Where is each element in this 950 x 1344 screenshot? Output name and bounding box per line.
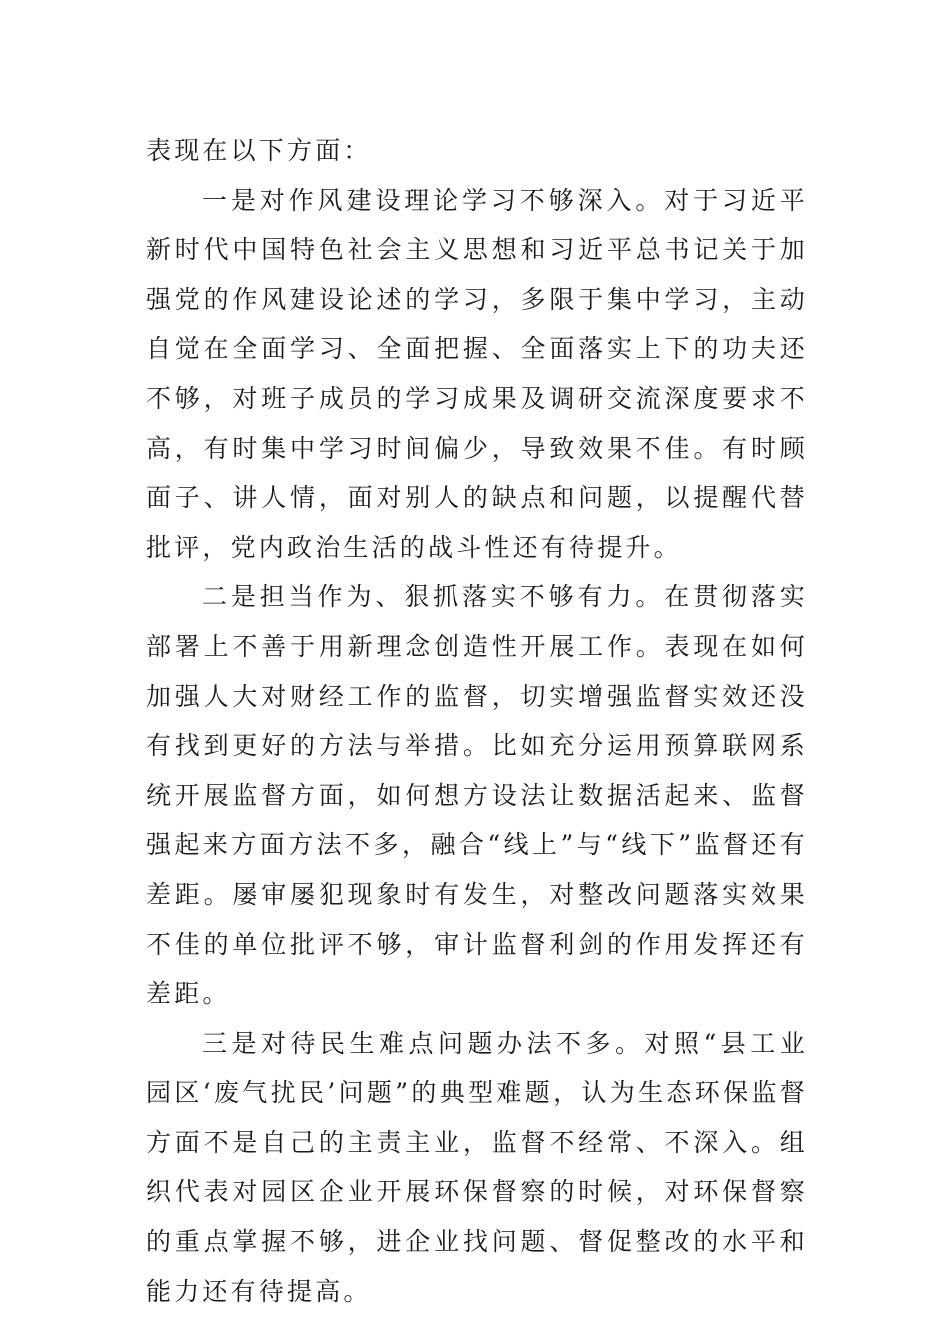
paragraph-point-two: 二是担当作为、狠抓落实不够有力。在贯彻落实部署上不善于用新理念创造性开展工作。表现在如何加强人大对财经工作的监督，切实增强监督实效还没有找到更好的方法与举措。比如充分运用预算联网系统开展监督方面，如何想方设法让数据活起来、监督强起来方面方法不多，融合“线上”与“线下”监督还有差距。屡审屡犯现象时有发生，对整改问题落实效果不佳的单位批评不够，审计监督利剑的作用发挥还有差距。 xyxy=(146,582,808,1009)
paragraph-point-three: 三是对待民生难点问题办法不多。对照“县工业园区‘废气扰民’问题”的典型难题，认为生态环保监督方面不是自己的主责主业，监督不经常、不深入。组织代表对园区企业开展环保督察的时候，对环保督察的重点掌握不够，进企业找问题、督促整改的水平和能力还有待提高。 xyxy=(146,1028,808,1306)
paragraph-continuation: 表现在以下方面： xyxy=(146,136,372,165)
paragraph-point-one: 一是对作风建设理论学习不够深入。对于习近平新时代中国特色社会主义思想和习近平总书记关于加强党的作风建设论述的学习，多限于集中学习，主动自觉在全面学习、全面把握、全面落实上下的功夫还不够，对班子成员的学习成果及调研交流深度要求不高，有时集中学习时间偏少，导致效果不佳。有时顾面子、讲人情，面对别人的缺点和问题，以提醒代替批评，党内政治生活的战斗性还有待提升。 xyxy=(146,185,808,562)
document-body xyxy=(146,126,808,1316)
